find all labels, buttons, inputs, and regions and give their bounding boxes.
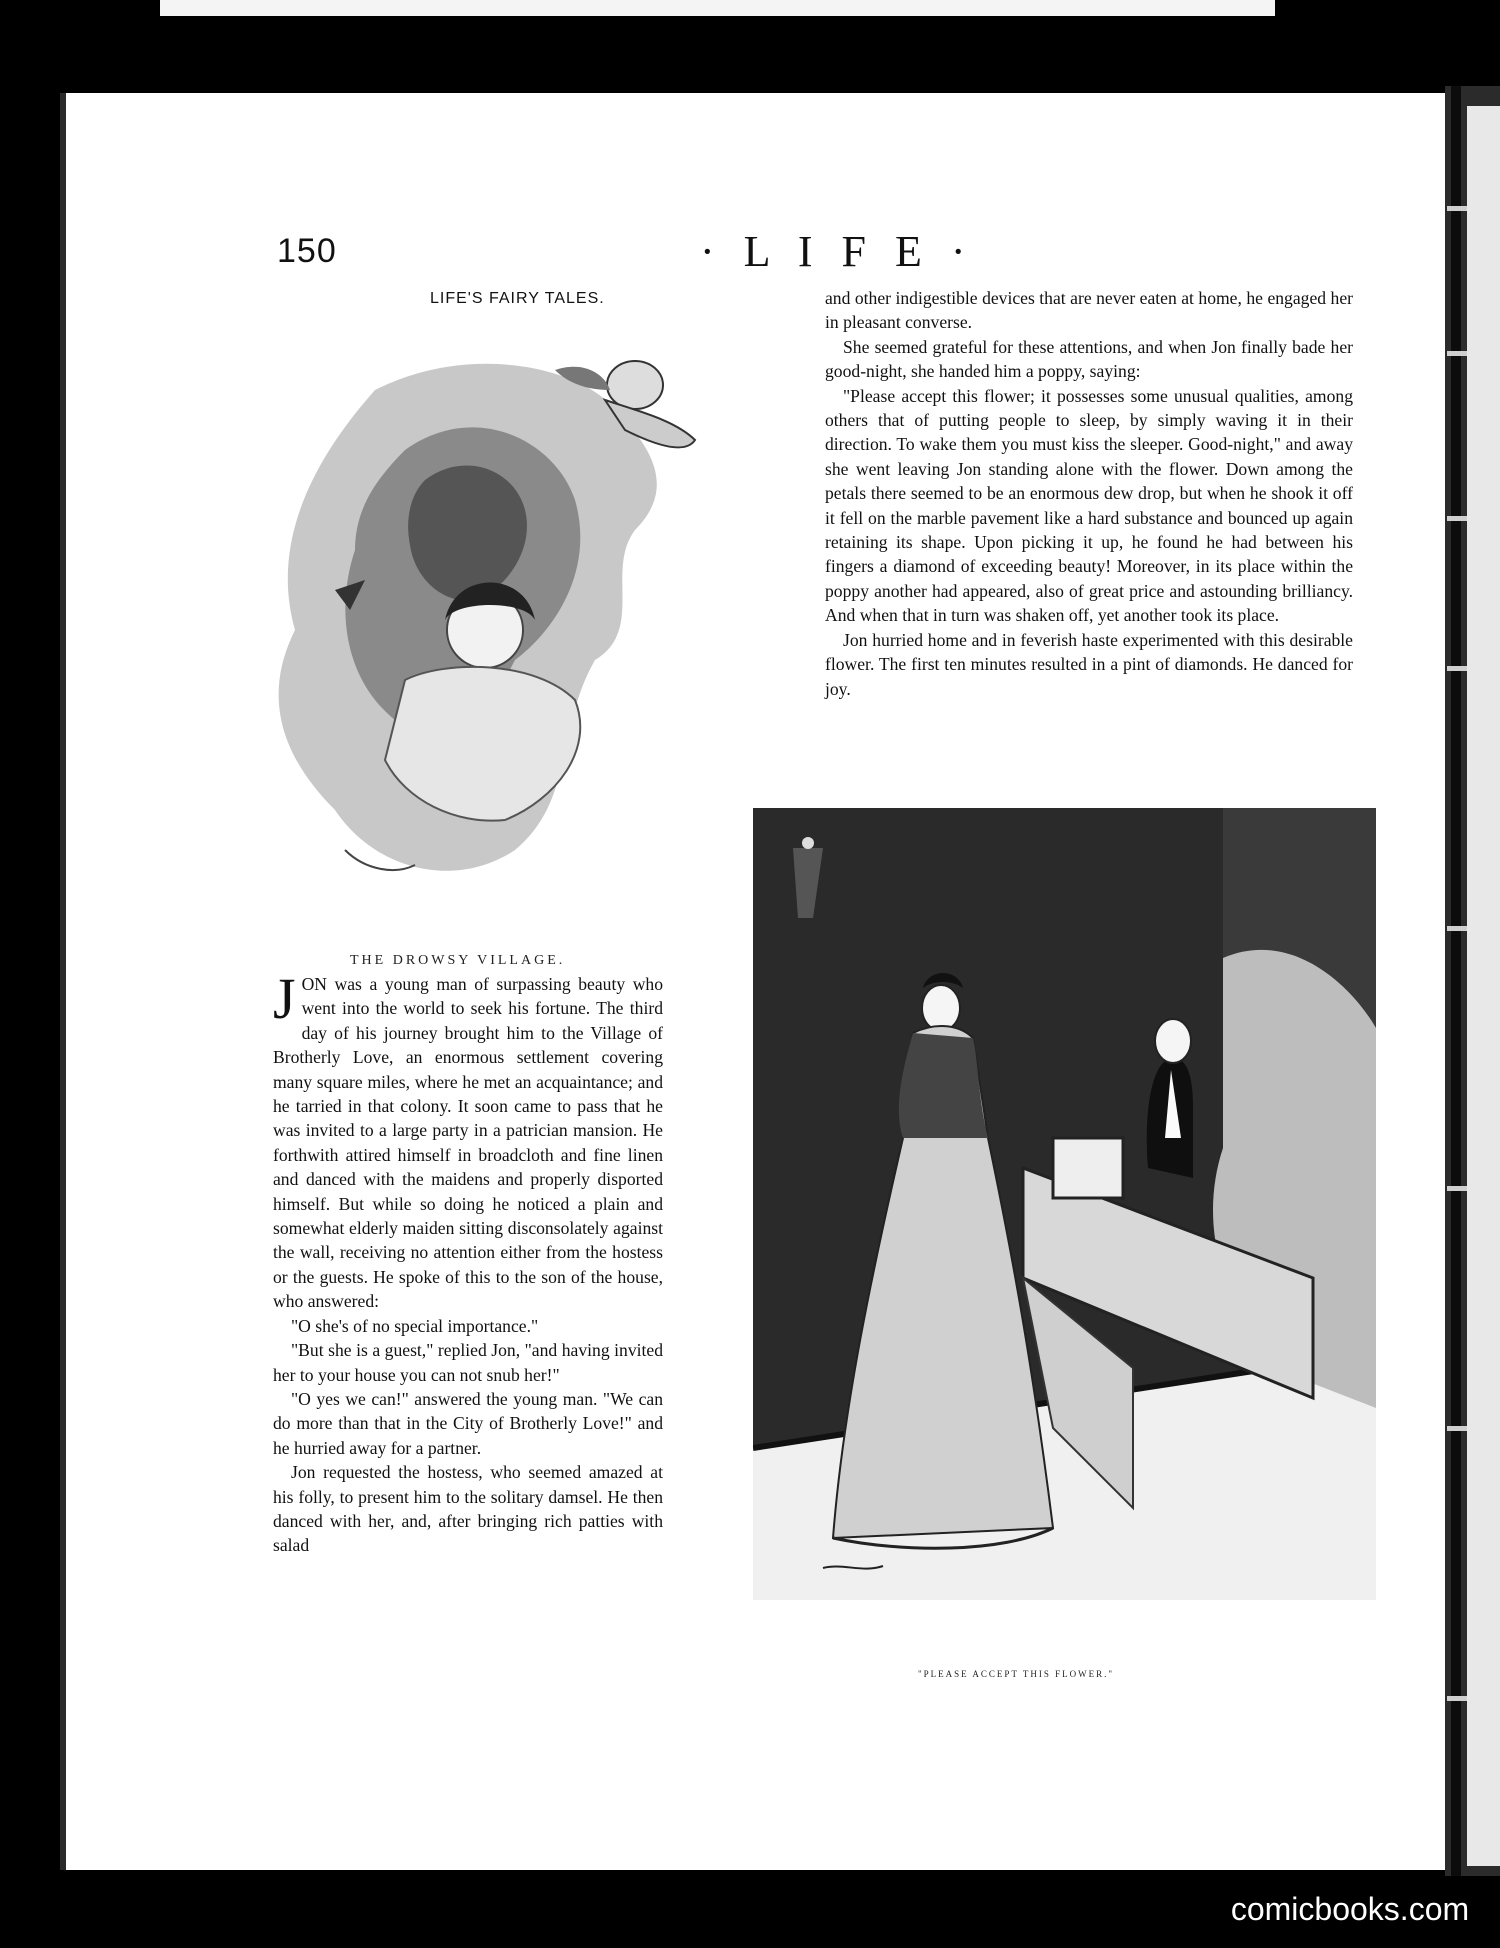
previous-page-edge [160,0,1275,16]
binding-stitch [1447,351,1467,356]
binding-stitch [1447,1186,1467,1191]
illustration-caption: "PLEASE ACCEPT THIS FLOWER." [918,1669,1115,1679]
page-binding [1445,86,1500,1876]
paragraph: "O she's of no special importance." [291,1315,539,1336]
binding-stitch [1447,516,1467,521]
next-page-edge [1467,106,1500,1866]
drop-cap: J [273,966,296,1031]
left-text-column [273,966,663,1558]
opening-paragraph [273,966,663,1314]
ballroom-drawing [753,808,1376,1600]
paragraph: Jon hurried home and in feverish haste experimented with this desirable flower. The first ten minutes resulted in a pint of diamonds. He danced for joy. [825,629,1353,699]
binding-stitch [1447,1696,1467,1701]
binding-stitch [1447,926,1467,931]
series-title: LIFE'S FAIRY TALES. [430,290,605,307]
paragraph-text: ON was a young man of surpassing beauty who went into the world to seek his fortune. The third day of his journey brought him to the Village of Brotherly Love, an enormous settlement covering many square miles, where he met an acquaintance; and he tarried in that colony. It soon came to pass that he was invited to a large party in a patrician mansion. He forthwith attired himself in broadcloth and fine linen and danced with the maidens and properly disported himself. But while so doing he noticed a plain and somewhat elderly maiden sitting disconsolately against the wall, receiving no attention either from the hostess or the guests. He spoke of this to the son of the house, who answered: [273,974,663,1312]
ballroom-illustration [753,808,1376,1600]
paragraph: Jon requested the hostess, who seemed amazed at his folly, to present him to the solitary damsel. He then danced with her, and, after bringing rich patties with salad [273,1462,663,1556]
right-text-column [825,286,1353,701]
paragraph: "But she is a guest," replied Jon, "and having invited her to your house you can not snub her!" [273,1340,663,1385]
paragraph: She seemed grateful for these attentions, and when Jon finally bade her good-night, she handed him a poppy, saying: [825,336,1353,382]
paragraph: "Please accept this flower; it possesses some unusual qualities, among others that of putting people to sleep, by simply waving it in their direction. To wake them you must kiss the sleeper. Good-night," and away she went leaving Jon standing alone with the flower. Down among the petals there seemed to be an enormous dew drop, but when he shook it off it fell on the marble pavement like a hard substance and bounced up again retaining its shape. Upon picking it up, he found he had between his fingers a diamond of exceeding beauty! Moreover, in its place within the poppy another had appeared, also of great price and astounding brilliancy. And when that in turn was shaken off, yet another took its place. [825,385,1353,626]
continuation-paragraph: and other indigestible devices that are never eaten at home, he engaged her in pleasant converse. [825,288,1353,333]
paragraph: "O yes we can!" answered the young man. "We can do more than that in the City of Brotherly Love!" and he hurried away for a partner. [273,1388,663,1458]
masthead: · L I F E · [700,227,975,276]
page-number: 150 [277,232,337,270]
story-heading: THE DROWSY VILLAGE. [350,953,566,968]
binding-stitch [1447,1426,1467,1431]
binding-stitch [1447,666,1467,671]
binding-stitch [1447,206,1467,211]
cherubs-vignette-illustration [255,330,760,920]
cherubs-vignette-drawing [255,330,760,920]
source-watermark: comicbooks.com [1215,1883,1485,1935]
